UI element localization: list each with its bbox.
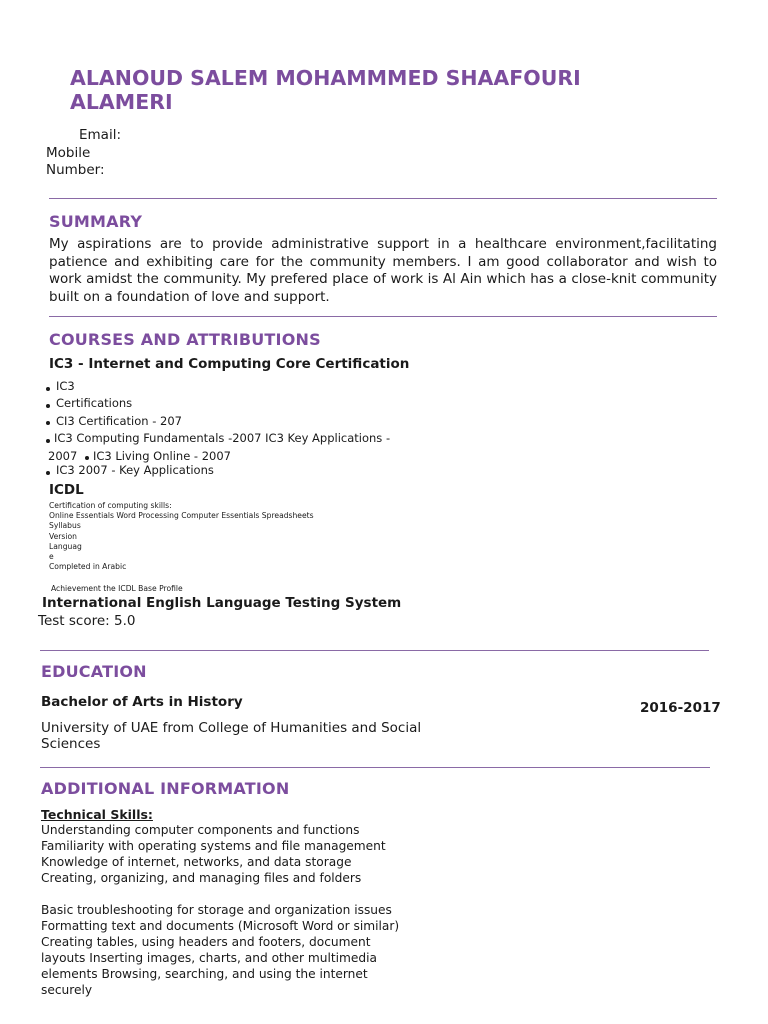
- email-label: Email:: [79, 127, 122, 143]
- education-years: 2016-2017: [640, 700, 721, 716]
- icdl-achievement: Achievement the ICDL Base Profile: [51, 584, 183, 593]
- list-item: Certifications: [46, 395, 390, 412]
- bullet-icon: [85, 456, 89, 460]
- divider-courses: [40, 650, 709, 651]
- list-item: IC3 2007 - Key Applications: [46, 462, 390, 479]
- divider-summary: [49, 316, 717, 317]
- list-item: layouts Inserting images, charts, and other multimedia: [41, 950, 378, 965]
- list-item: CI3 Certification - 207: [46, 413, 390, 430]
- courses-title: COURSES AND ATTRIBUTIONS: [49, 330, 321, 349]
- bullet-icon: [46, 421, 50, 425]
- bullet-icon: [46, 439, 50, 443]
- list-item: IC3: [46, 378, 390, 395]
- skills-group-1: [41, 823, 386, 887]
- icdl-title: ICDL: [49, 482, 84, 498]
- list-item: 2007 IC3 Living Online - 2007: [48, 448, 231, 463]
- candidate-name-line1: ALANOUD SALEM MOHAMMMED SHAAFOURI: [70, 66, 581, 90]
- ielts-score: Test score: 5.0: [38, 613, 136, 629]
- list-item: elements Browsing, searching, and using the internet: [41, 966, 368, 981]
- mobile-label: Mobile: [46, 145, 91, 161]
- summary-text: My aspirations are to provide administrative support in a healthcare environment,facilitating patience and exhibiting care for the community members. I am good collaborator and wish to work amidst the community. My prefered place of work is Al Ain which has a close-knit community built on a foundation of love and support.: [49, 236, 717, 305]
- bullet-icon: [46, 471, 50, 475]
- bullet-icon: [46, 404, 50, 408]
- list-item: Creating tables, using headers and footers, document: [41, 934, 371, 949]
- list-item: IC3 Computing Fundamentals -2007 IC3 Key Applications -: [46, 430, 390, 447]
- list-item: Creating, organizing, and managing files and folders: [41, 870, 362, 885]
- ic3-list: [46, 378, 390, 479]
- list-item: Formatting text and documents (Microsoft Word or similar): [41, 918, 400, 933]
- list-item: securely: [41, 982, 93, 997]
- candidate-name-line2: ALAMERI: [70, 90, 173, 114]
- technical-skills-heading: Technical Skills:: [41, 807, 153, 822]
- ielts-title: International English Language Testing System: [42, 595, 402, 611]
- degree-title: Bachelor of Arts in History: [41, 694, 243, 710]
- candidate-name: [70, 66, 710, 114]
- list-item: Basic troubleshooting for storage and organization issues: [41, 903, 392, 917]
- skills-group-2: [41, 903, 399, 998]
- divider-education: [40, 767, 710, 768]
- summary-title: SUMMARY: [49, 212, 143, 231]
- icdl-details: Certification of computing skills: Online Essentials Word Processing Computer Essentials Spreadsheets Syllabus Version Languag e Completed in Arabic: [49, 501, 314, 572]
- institution: University of UAE from College of Humanities and Social Sciences: [41, 720, 422, 752]
- number-label: Number:: [46, 162, 105, 178]
- divider-header: [49, 198, 717, 199]
- bullet-icon: [46, 387, 50, 391]
- education-title: EDUCATION: [41, 662, 147, 681]
- list-item: Understanding computer components and functions: [41, 823, 360, 837]
- list-item: Knowledge of internet, networks, and data storage: [41, 854, 352, 869]
- ic3-title: IC3 - Internet and Computing Core Certification: [49, 356, 410, 372]
- additional-title: ADDITIONAL INFORMATION: [41, 779, 290, 798]
- list-item: Familiarity with operating systems and file management: [41, 838, 386, 853]
